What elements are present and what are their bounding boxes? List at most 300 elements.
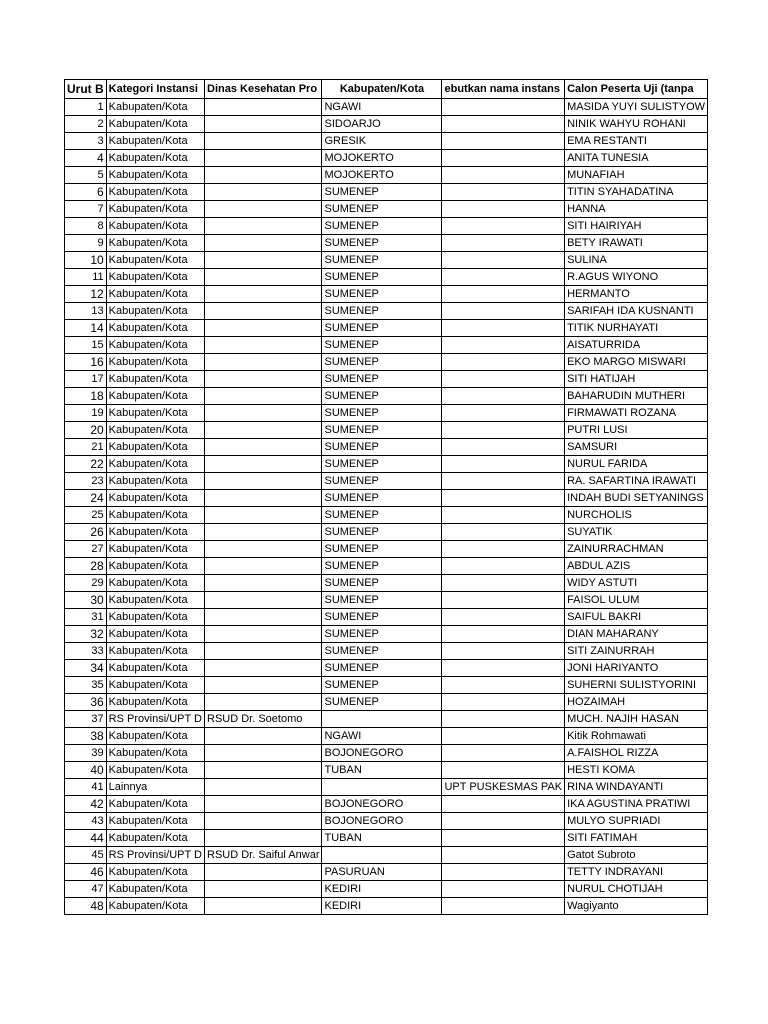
cell-dinas[interactable] — [205, 507, 322, 524]
table-row — [65, 626, 708, 643]
cell-urut[interactable]: 14 — [65, 320, 107, 337]
cell-dinas[interactable] — [205, 609, 322, 626]
cell-kategori[interactable]: RS Provinsi/UPT D — [106, 847, 204, 864]
cell-kabupaten[interactable]: SUMENEP — [322, 269, 442, 286]
cell-instansi[interactable] — [442, 201, 565, 218]
cell-instansi[interactable] — [442, 541, 565, 558]
cell-instansi[interactable] — [442, 847, 565, 864]
cell-dinas[interactable] — [205, 490, 322, 507]
cell-kabupaten[interactable]: PASURUAN — [322, 864, 442, 881]
cell-urut[interactable]: 37 — [65, 711, 107, 728]
cell-kabupaten[interactable]: KEDIRI — [322, 898, 442, 915]
cell-kabupaten[interactable] — [322, 711, 442, 728]
cell-urut[interactable]: 19 — [65, 405, 107, 422]
cell-kabupaten[interactable]: SUMENEP — [322, 660, 442, 677]
cell-urut[interactable]: 39 — [65, 745, 107, 762]
cell-dinas[interactable] — [205, 626, 322, 643]
cell-dinas[interactable] — [205, 167, 322, 184]
cell-kategori[interactable]: Kabupaten/Kota — [106, 694, 204, 711]
cell-urut[interactable]: 3 — [65, 133, 107, 150]
cell-urut[interactable]: 17 — [65, 371, 107, 388]
header-cell-kabupaten[interactable]: Kabupaten/Kota — [322, 80, 442, 99]
cell-instansi[interactable] — [442, 898, 565, 915]
cell-dinas[interactable] — [205, 371, 322, 388]
cell-dinas[interactable] — [205, 541, 322, 558]
cell-dinas[interactable] — [205, 796, 322, 813]
cell-calon-peserta[interactable]: TITIK NURHAYATI — [565, 320, 708, 337]
cell-urut[interactable]: 4 — [65, 150, 107, 167]
cell-urut[interactable]: 12 — [65, 286, 107, 303]
cell-instansi[interactable] — [442, 354, 565, 371]
cell-urut[interactable]: 42 — [65, 796, 107, 813]
cell-kabupaten[interactable]: SUMENEP — [322, 626, 442, 643]
cell-kabupaten[interactable]: SUMENEP — [322, 575, 442, 592]
cell-instansi[interactable] — [442, 320, 565, 337]
cell-kabupaten[interactable]: SUMENEP — [322, 541, 442, 558]
cell-calon-peserta[interactable]: SUYATIK — [565, 524, 708, 541]
cell-instansi[interactable] — [442, 473, 565, 490]
cell-urut[interactable]: 40 — [65, 762, 107, 779]
cell-calon-peserta[interactable]: HOZAIMAH — [565, 694, 708, 711]
cell-instansi[interactable] — [442, 728, 565, 745]
cell-calon-peserta[interactable]: MASIDA YUYI SULISTYOW — [565, 99, 708, 116]
cell-kategori[interactable]: Kabupaten/Kota — [106, 405, 204, 422]
cell-kabupaten[interactable]: SUMENEP — [322, 422, 442, 439]
cell-instansi[interactable] — [442, 643, 565, 660]
cell-kabupaten[interactable]: SUMENEP — [322, 439, 442, 456]
cell-urut[interactable]: 1 — [65, 99, 107, 116]
cell-kategori[interactable]: Lainnya — [106, 779, 204, 796]
cell-instansi[interactable] — [442, 303, 565, 320]
cell-kategori[interactable]: Kabupaten/Kota — [106, 473, 204, 490]
cell-urut[interactable]: 9 — [65, 235, 107, 252]
cell-dinas[interactable] — [205, 116, 322, 133]
cell-kabupaten[interactable] — [322, 847, 442, 864]
cell-instansi[interactable] — [442, 558, 565, 575]
cell-kategori[interactable]: RS Provinsi/UPT D — [106, 711, 204, 728]
cell-instansi[interactable] — [442, 881, 565, 898]
cell-kabupaten[interactable]: BOJONEGORO — [322, 745, 442, 762]
cell-kategori[interactable]: Kabupaten/Kota — [106, 371, 204, 388]
cell-dinas[interactable] — [205, 99, 322, 116]
cell-calon-peserta[interactable]: A.FAISHOL RIZZA — [565, 745, 708, 762]
cell-calon-peserta[interactable]: MUNAFIAH — [565, 167, 708, 184]
cell-urut[interactable]: 45 — [65, 847, 107, 864]
cell-kabupaten[interactable]: SUMENEP — [322, 184, 442, 201]
cell-kategori[interactable]: Kabupaten/Kota — [106, 456, 204, 473]
cell-calon-peserta[interactable]: Wagiyanto — [565, 898, 708, 915]
cell-urut[interactable]: 16 — [65, 354, 107, 371]
cell-instansi[interactable] — [442, 745, 565, 762]
cell-calon-peserta[interactable]: MUCH. NAJIH HASAN — [565, 711, 708, 728]
cell-kabupaten[interactable]: SUMENEP — [322, 456, 442, 473]
cell-urut[interactable]: 5 — [65, 167, 107, 184]
cell-dinas[interactable] — [205, 252, 322, 269]
cell-instansi[interactable] — [442, 694, 565, 711]
cell-instansi[interactable] — [442, 830, 565, 847]
cell-urut[interactable]: 21 — [65, 439, 107, 456]
cell-calon-peserta[interactable]: R.AGUS WIYONO — [565, 269, 708, 286]
cell-dinas[interactable] — [205, 286, 322, 303]
cell-kategori[interactable]: Kabupaten/Kota — [106, 286, 204, 303]
cell-kategori[interactable]: Kabupaten/Kota — [106, 660, 204, 677]
cell-instansi[interactable] — [442, 99, 565, 116]
cell-kategori[interactable]: Kabupaten/Kota — [106, 813, 204, 830]
cell-dinas[interactable] — [205, 422, 322, 439]
cell-instansi[interactable] — [442, 116, 565, 133]
cell-kabupaten[interactable]: SUMENEP — [322, 490, 442, 507]
cell-urut[interactable]: 8 — [65, 218, 107, 235]
cell-dinas[interactable] — [205, 694, 322, 711]
cell-calon-peserta[interactable]: NURUL FARIDA — [565, 456, 708, 473]
cell-calon-peserta[interactable]: BETY IRAWATI — [565, 235, 708, 252]
cell-kabupaten[interactable]: SUMENEP — [322, 609, 442, 626]
cell-dinas[interactable] — [205, 677, 322, 694]
cell-urut[interactable]: 43 — [65, 813, 107, 830]
cell-kategori[interactable]: Kabupaten/Kota — [106, 830, 204, 847]
cell-dinas[interactable] — [205, 779, 322, 796]
cell-dinas[interactable] — [205, 473, 322, 490]
cell-urut[interactable]: 44 — [65, 830, 107, 847]
cell-kabupaten[interactable]: KEDIRI — [322, 881, 442, 898]
cell-urut[interactable]: 13 — [65, 303, 107, 320]
cell-kabupaten[interactable]: SUMENEP — [322, 388, 442, 405]
cell-kategori[interactable]: Kabupaten/Kota — [106, 320, 204, 337]
cell-calon-peserta[interactable]: INDAH BUDI SETYANINGS — [565, 490, 708, 507]
cell-kabupaten[interactable]: SUMENEP — [322, 320, 442, 337]
cell-kategori[interactable]: Kabupaten/Kota — [106, 728, 204, 745]
cell-calon-peserta[interactable]: ZAINURRACHMAN — [565, 541, 708, 558]
cell-dinas[interactable]: RSUD Dr. Soetomo — [205, 711, 322, 728]
cell-dinas[interactable] — [205, 864, 322, 881]
cell-instansi[interactable] — [442, 762, 565, 779]
cell-kategori[interactable]: Kabupaten/Kota — [106, 643, 204, 660]
cell-calon-peserta[interactable]: DIAN MAHARANY — [565, 626, 708, 643]
cell-urut[interactable]: 34 — [65, 660, 107, 677]
cell-calon-peserta[interactable]: SAMSURI — [565, 439, 708, 456]
cell-urut[interactable]: 38 — [65, 728, 107, 745]
cell-kabupaten[interactable]: SUMENEP — [322, 303, 442, 320]
cell-instansi[interactable] — [442, 711, 565, 728]
cell-kabupaten[interactable]: SUMENEP — [322, 201, 442, 218]
cell-kabupaten[interactable]: SUMENEP — [322, 286, 442, 303]
cell-calon-peserta[interactable]: NURCHOLIS — [565, 507, 708, 524]
cell-kabupaten[interactable]: SUMENEP — [322, 507, 442, 524]
cell-calon-peserta[interactable]: RA. SAFARTINA IRAWATI — [565, 473, 708, 490]
cell-calon-peserta[interactable]: SARIFAH IDA KUSNANTI — [565, 303, 708, 320]
cell-urut[interactable]: 26 — [65, 524, 107, 541]
cell-kategori[interactable]: Kabupaten/Kota — [106, 150, 204, 167]
cell-dinas[interactable] — [205, 592, 322, 609]
cell-instansi[interactable] — [442, 218, 565, 235]
cell-instansi[interactable] — [442, 286, 565, 303]
cell-calon-peserta[interactable]: BAHARUDIN MUTHERI — [565, 388, 708, 405]
cell-urut[interactable]: 6 — [65, 184, 107, 201]
cell-kabupaten[interactable]: BOJONEGORO — [322, 796, 442, 813]
cell-kategori[interactable]: Kabupaten/Kota — [106, 507, 204, 524]
cell-dinas[interactable] — [205, 575, 322, 592]
cell-dinas[interactable] — [205, 354, 322, 371]
cell-calon-peserta[interactable]: NINIK WAHYU ROHANI — [565, 116, 708, 133]
cell-dinas[interactable] — [205, 745, 322, 762]
cell-urut[interactable]: 28 — [65, 558, 107, 575]
cell-urut[interactable]: 35 — [65, 677, 107, 694]
cell-dinas[interactable] — [205, 881, 322, 898]
cell-calon-peserta[interactable]: EMA RESTANTI — [565, 133, 708, 150]
cell-urut[interactable]: 30 — [65, 592, 107, 609]
cell-kategori[interactable]: Kabupaten/Kota — [106, 558, 204, 575]
cell-instansi[interactable] — [442, 422, 565, 439]
cell-kategori[interactable]: Kabupaten/Kota — [106, 269, 204, 286]
cell-kabupaten[interactable]: MOJOKERTO — [322, 167, 442, 184]
cell-calon-peserta[interactable]: SITI FATIMAH — [565, 830, 708, 847]
cell-urut[interactable]: 47 — [65, 881, 107, 898]
cell-kabupaten[interactable]: SUMENEP — [322, 371, 442, 388]
cell-dinas[interactable] — [205, 524, 322, 541]
cell-calon-peserta[interactable]: Kitik Rohmawati — [565, 728, 708, 745]
cell-dinas[interactable] — [205, 439, 322, 456]
cell-kategori[interactable]: Kabupaten/Kota — [106, 116, 204, 133]
cell-dinas[interactable] — [205, 813, 322, 830]
cell-dinas[interactable] — [205, 337, 322, 354]
cell-instansi[interactable] — [442, 813, 565, 830]
cell-calon-peserta[interactable]: AISATURRIDA — [565, 337, 708, 354]
cell-instansi[interactable] — [442, 575, 565, 592]
cell-instansi[interactable]: UPT PUSKESMAS PAK — [442, 779, 565, 796]
cell-dinas[interactable] — [205, 388, 322, 405]
cell-kategori[interactable]: Kabupaten/Kota — [106, 201, 204, 218]
cell-instansi[interactable] — [442, 269, 565, 286]
cell-calon-peserta[interactable]: RINA WINDAYANTI — [565, 779, 708, 796]
cell-urut[interactable]: 25 — [65, 507, 107, 524]
cell-dinas[interactable] — [205, 218, 322, 235]
cell-calon-peserta[interactable]: HANNA — [565, 201, 708, 218]
cell-kategori[interactable]: Kabupaten/Kota — [106, 575, 204, 592]
cell-instansi[interactable] — [442, 235, 565, 252]
cell-kabupaten[interactable]: TUBAN — [322, 762, 442, 779]
cell-kabupaten[interactable]: SUMENEP — [322, 643, 442, 660]
cell-dinas[interactable]: RSUD Dr. Saiful Anwar — [205, 847, 322, 864]
cell-kategori[interactable]: Kabupaten/Kota — [106, 609, 204, 626]
cell-calon-peserta[interactable]: TITIN SYAHADATINA — [565, 184, 708, 201]
cell-urut[interactable]: 46 — [65, 864, 107, 881]
cell-dinas[interactable] — [205, 643, 322, 660]
cell-kategori[interactable]: Kabupaten/Kota — [106, 337, 204, 354]
cell-instansi[interactable] — [442, 150, 565, 167]
cell-calon-peserta[interactable]: SITI ZAINURRAH — [565, 643, 708, 660]
cell-kabupaten[interactable]: TUBAN — [322, 830, 442, 847]
cell-kabupaten[interactable]: GRESIK — [322, 133, 442, 150]
cell-calon-peserta[interactable]: EKO MARGO MISWARI — [565, 354, 708, 371]
cell-dinas[interactable] — [205, 728, 322, 745]
cell-kabupaten[interactable]: NGAWI — [322, 99, 442, 116]
cell-dinas[interactable] — [205, 150, 322, 167]
cell-dinas[interactable] — [205, 235, 322, 252]
cell-instansi[interactable] — [442, 337, 565, 354]
cell-instansi[interactable] — [442, 796, 565, 813]
cell-instansi[interactable] — [442, 184, 565, 201]
cell-kabupaten[interactable]: SUMENEP — [322, 252, 442, 269]
cell-kategori[interactable]: Kabupaten/Kota — [106, 677, 204, 694]
cell-kategori[interactable]: Kabupaten/Kota — [106, 422, 204, 439]
cell-kabupaten[interactable]: NGAWI — [322, 728, 442, 745]
cell-dinas[interactable] — [205, 320, 322, 337]
cell-calon-peserta[interactable]: FIRMAWATI ROZANA — [565, 405, 708, 422]
cell-instansi[interactable] — [442, 507, 565, 524]
cell-urut[interactable]: 27 — [65, 541, 107, 558]
cell-kabupaten[interactable]: SUMENEP — [322, 337, 442, 354]
cell-instansi[interactable] — [442, 371, 565, 388]
cell-kabupaten[interactable]: SUMENEP — [322, 558, 442, 575]
table-row — [65, 286, 708, 303]
table-row — [65, 813, 708, 830]
cell-calon-peserta[interactable]: TETTY INDRAYANI — [565, 864, 708, 881]
cell-instansi[interactable] — [442, 626, 565, 643]
cell-kategori[interactable]: Kabupaten/Kota — [106, 218, 204, 235]
cell-urut[interactable]: 48 — [65, 898, 107, 915]
cell-instansi[interactable] — [442, 609, 565, 626]
cell-instansi[interactable] — [442, 524, 565, 541]
cell-kategori[interactable]: Kabupaten/Kota — [106, 354, 204, 371]
header-cell-calon-peserta[interactable]: Calon Peserta Uji (tanpa — [565, 80, 708, 99]
cell-calon-peserta[interactable]: SAIFUL BAKRI — [565, 609, 708, 626]
table-row — [65, 490, 708, 507]
cell-urut[interactable]: 41 — [65, 779, 107, 796]
cell-kategori[interactable]: Kabupaten/Kota — [106, 133, 204, 150]
cell-calon-peserta[interactable]: SULINA — [565, 252, 708, 269]
cell-calon-peserta[interactable]: IKA AGUSTINA PRATIWI — [565, 796, 708, 813]
cell-urut[interactable]: 10 — [65, 252, 107, 269]
cell-kabupaten[interactable]: SUMENEP — [322, 677, 442, 694]
cell-kategori[interactable]: Kabupaten/Kota — [106, 490, 204, 507]
table-body — [65, 99, 708, 915]
header-cell-instansi[interactable]: ebutkan nama instans — [442, 80, 565, 99]
cell-kategori[interactable]: Kabupaten/Kota — [106, 881, 204, 898]
cell-urut[interactable]: 29 — [65, 575, 107, 592]
cell-calon-peserta[interactable]: HESTI KOMA — [565, 762, 708, 779]
cell-kabupaten[interactable]: SUMENEP — [322, 354, 442, 371]
cell-dinas[interactable] — [205, 184, 322, 201]
cell-calon-peserta[interactable]: MULYO SUPRIADI — [565, 813, 708, 830]
cell-kabupaten[interactable]: SUMENEP — [322, 235, 442, 252]
header-cell-kategori[interactable]: Kategori Instansi — [106, 80, 204, 99]
cell-kategori[interactable]: Kabupaten/Kota — [106, 592, 204, 609]
cell-calon-peserta[interactable]: SUHERNI SULISTYORINI — [565, 677, 708, 694]
cell-calon-peserta[interactable]: ANITA TUNESIA — [565, 150, 708, 167]
cell-calon-peserta[interactable]: HERMANTO — [565, 286, 708, 303]
cell-kabupaten[interactable]: SUMENEP — [322, 592, 442, 609]
cell-calon-peserta[interactable]: PUTRI LUSI — [565, 422, 708, 439]
cell-calon-peserta[interactable]: NURUL CHOTIJAH — [565, 881, 708, 898]
cell-kategori[interactable]: Kabupaten/Kota — [106, 524, 204, 541]
cell-dinas[interactable] — [205, 762, 322, 779]
cell-urut[interactable]: 22 — [65, 456, 107, 473]
cell-urut[interactable]: 31 — [65, 609, 107, 626]
cell-calon-peserta[interactable]: SITI HATIJAH — [565, 371, 708, 388]
cell-calon-peserta[interactable]: ABDUL AZIS — [565, 558, 708, 575]
cell-instansi[interactable] — [442, 167, 565, 184]
cell-kategori[interactable]: Kabupaten/Kota — [106, 167, 204, 184]
cell-kategori[interactable]: Kabupaten/Kota — [106, 796, 204, 813]
cell-kabupaten[interactable]: SUMENEP — [322, 694, 442, 711]
cell-kategori[interactable]: Kabupaten/Kota — [106, 898, 204, 915]
cell-calon-peserta[interactable]: JONI HARIYANTO — [565, 660, 708, 677]
cell-kabupaten[interactable]: SUMENEP — [322, 524, 442, 541]
table-row — [65, 558, 708, 575]
cell-dinas[interactable] — [205, 456, 322, 473]
cell-kategori[interactable]: Kabupaten/Kota — [106, 303, 204, 320]
cell-kategori[interactable]: Kabupaten/Kota — [106, 184, 204, 201]
cell-urut[interactable]: 20 — [65, 422, 107, 439]
cell-instansi[interactable] — [442, 252, 565, 269]
cell-urut[interactable]: 11 — [65, 269, 107, 286]
cell-dinas[interactable] — [205, 558, 322, 575]
cell-kategori[interactable]: Kabupaten/Kota — [106, 439, 204, 456]
cell-kabupaten[interactable]: SUMENEP — [322, 218, 442, 235]
cell-dinas[interactable] — [205, 133, 322, 150]
cell-urut[interactable]: 15 — [65, 337, 107, 354]
cell-dinas[interactable] — [205, 898, 322, 915]
cell-kabupaten[interactable]: MOJOKERTO — [322, 150, 442, 167]
cell-kategori[interactable]: Kabupaten/Kota — [106, 541, 204, 558]
cell-instansi[interactable] — [442, 677, 565, 694]
header-cell-urut[interactable]: Urut B — [65, 80, 107, 99]
cell-kategori[interactable]: Kabupaten/Kota — [106, 864, 204, 881]
cell-kategori[interactable]: Kabupaten/Kota — [106, 388, 204, 405]
cell-kabupaten[interactable]: BOJONEGORO — [322, 813, 442, 830]
cell-calon-peserta[interactable]: FAISOL ULUM — [565, 592, 708, 609]
cell-urut[interactable]: 33 — [65, 643, 107, 660]
cell-instansi[interactable] — [442, 490, 565, 507]
cell-urut[interactable]: 24 — [65, 490, 107, 507]
cell-instansi[interactable] — [442, 439, 565, 456]
cell-kabupaten[interactable] — [322, 779, 442, 796]
cell-kategori[interactable]: Kabupaten/Kota — [106, 252, 204, 269]
cell-instansi[interactable] — [442, 864, 565, 881]
cell-urut[interactable]: 23 — [65, 473, 107, 490]
cell-kategori[interactable]: Kabupaten/Kota — [106, 626, 204, 643]
cell-kategori[interactable]: Kabupaten/Kota — [106, 762, 204, 779]
cell-kategori[interactable]: Kabupaten/Kota — [106, 745, 204, 762]
cell-dinas[interactable] — [205, 303, 322, 320]
cell-kabupaten[interactable]: SUMENEP — [322, 405, 442, 422]
cell-urut[interactable]: 32 — [65, 626, 107, 643]
cell-calon-peserta[interactable]: SITI HAIRIYAH — [565, 218, 708, 235]
cell-urut[interactable]: 36 — [65, 694, 107, 711]
cell-calon-peserta[interactable]: Gatot Subroto — [565, 847, 708, 864]
cell-instansi[interactable] — [442, 660, 565, 677]
cell-instansi[interactable] — [442, 388, 565, 405]
header-cell-dinas[interactable]: Dinas Kesehatan Pro — [205, 80, 322, 99]
cell-urut[interactable]: 7 — [65, 201, 107, 218]
cell-urut[interactable]: 2 — [65, 116, 107, 133]
cell-instansi[interactable] — [442, 592, 565, 609]
cell-urut[interactable]: 18 — [65, 388, 107, 405]
cell-dinas[interactable] — [205, 405, 322, 422]
cell-dinas[interactable] — [205, 269, 322, 286]
cell-dinas[interactable] — [205, 201, 322, 218]
cell-kategori[interactable]: Kabupaten/Kota — [106, 99, 204, 116]
cell-dinas[interactable] — [205, 660, 322, 677]
cell-dinas[interactable] — [205, 830, 322, 847]
cell-instansi[interactable] — [442, 133, 565, 150]
cell-instansi[interactable] — [442, 405, 565, 422]
cell-kabupaten[interactable]: SIDOARJO — [322, 116, 442, 133]
cell-kabupaten[interactable]: SUMENEP — [322, 473, 442, 490]
cell-instansi[interactable] — [442, 456, 565, 473]
cell-kategori[interactable]: Kabupaten/Kota — [106, 235, 204, 252]
cell-calon-peserta[interactable]: WIDY ASTUTI — [565, 575, 708, 592]
